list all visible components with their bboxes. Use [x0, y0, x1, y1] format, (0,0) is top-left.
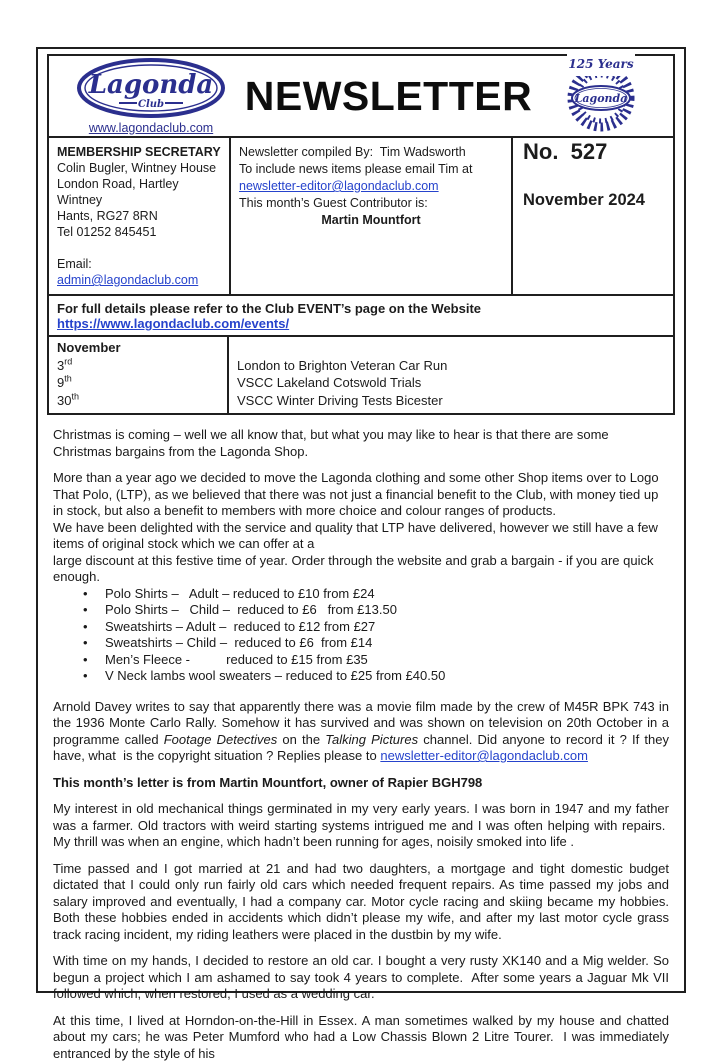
event-day-suffix: th [64, 374, 72, 384]
membership-line: London Road, Hartley Wintney [57, 176, 223, 208]
paragraph-discount: large discount at this festive time of year. Order through the website and grab a bargain - if you are quick enough. [53, 553, 669, 586]
bargain-item: • Polo Shirts – Adult – reduced to £10 from £24 [83, 586, 669, 603]
bargain-item: • Polo Shirts – Child – reduced to £6 from £13.50 [83, 602, 669, 619]
paragraph-married: Time passed and I got married at 21 and had two daughters, a mortgage and tight domestic budget dictated that I could only run fairly old cars which needed frequent repairs. As time passed my jobs and salary improved and eventually, I had a company car. Motor cycle racing and skiing became my hobbies. Both these hobbies ended in accidents which didn’t please my wife, and after my last motor cycle grass track racing incident, my riding leathers were placed in the dustbin by my wife. [53, 861, 669, 944]
paragraph-horndon: At this time, I lived at Horndon-on-the-Hill in Essex. A man sometimes walked by my house and chatted about my cars; he was Peter Mumford who had a Low Chassis Blown 2 Litre Tourer. I was immediately entranced by the style of his [53, 1013, 669, 1062]
newsletter-body [47, 427, 675, 1062]
compiled-by-box [231, 138, 513, 294]
arnold-text: on the [277, 732, 325, 747]
club-website-link[interactable]: www.lagondaclub.com [89, 121, 213, 135]
news-items-line [239, 161, 503, 195]
membership-line: Colin Bugler, Wintney House [57, 160, 223, 176]
header [47, 54, 675, 138]
paragraph-shop-move: More than a year ago we decided to move the Lagonda clothing and some other Shop items over to Logo That Polo, (LTP), as we believed that there was not just a financial benefit to the Club, with money tied up in stock, but also a benefit to members with more choice and colour ranges of products. [53, 470, 669, 520]
paragraph-christmas: Christmas is coming – well we all know that, but what you may like to hear is that there are some Christmas bargains from the Lagonda Shop. [53, 427, 669, 460]
logo-sub-text: Club [138, 99, 164, 110]
bargain-item: • Sweatshirts – Child – reduced to £6 from £14 [83, 635, 669, 652]
footage-detectives-title: Footage Detectives [164, 732, 278, 747]
paragraph-ltp-quality: We have been delighted with the service and quality that LTP have delivered, however we still have a few items of original stock which we can offer at a [53, 520, 669, 553]
event-day-suffix: rd [64, 356, 72, 366]
membership-email-line [57, 256, 223, 288]
info-row [47, 138, 675, 296]
event-day [57, 357, 219, 375]
email-label: Email: [57, 257, 92, 271]
paragraph-xk140: With time on my hands, I decided to restore an old car. I bought a very rusty XK140 and a Mig welder. So begun a project which I am ashamed to say took 4 years to complete. After some years a Jaguar Mk VII followed which, when restored, I used as a wedding car. [53, 953, 669, 1003]
page-title: NEWSLETTER [239, 73, 538, 120]
event-name: VSCC Winter Driving Tests Bicester [237, 392, 665, 410]
event-day-number: 9 [57, 375, 64, 390]
membership-heading: MEMBERSHIP SECRETARY [57, 144, 223, 160]
bargain-item: • Men’s Fleece - reduced to £15 from £35 [83, 652, 669, 669]
bargain-list [53, 586, 669, 685]
title-cell [239, 73, 538, 120]
anniversary-wreath-icon [549, 54, 653, 134]
admin-email-link[interactable]: admin@lagondaclub.com [57, 273, 198, 287]
event-name: London to Brighton Veteran Car Run [237, 357, 665, 375]
event-name-spacer [237, 339, 665, 357]
event-day-number: 3 [57, 358, 64, 373]
event-day-number: 30 [57, 393, 71, 408]
lagonda-club-logo-block [49, 53, 239, 139]
wreath-years-text: 125 Years [568, 57, 633, 71]
membership-secretary-box [49, 138, 231, 294]
logo-brand-text: Lagonda [88, 70, 214, 100]
membership-line: Hants, RG27 8RN [57, 208, 223, 224]
events-notice-text: For full details please refer to the Club EVENT’s page on the Website [57, 301, 492, 316]
events-page-link[interactable]: https://www.lagondaclub.com/events/ [57, 316, 289, 331]
letter-heading: This month’s letter is from Martin Mountfort, owner of Rapier BGH798 [53, 775, 669, 792]
issue-box [513, 138, 673, 294]
guest-contributor-name: Martin Mountfort [239, 212, 503, 229]
lagonda-club-logo-icon [75, 57, 227, 119]
anniversary-logo-block [538, 54, 673, 139]
guest-contributor-line: This month’s Guest Contributor is: [239, 195, 503, 212]
issue-number: No. 527 [523, 144, 663, 160]
newsletter-page [36, 47, 686, 993]
events-date-column [49, 337, 229, 413]
events-name-column [229, 337, 673, 413]
paragraph-arnold-davey [53, 699, 669, 765]
event-day [57, 374, 219, 392]
paragraph-early-years: My interest in old mechanical things germinated in my very early years. I was born in 1947 and my father was a farmer. Old tractors with weird starting systems intrigued me and I was often helping with repairs. My thrill was when an engine, which hadn’t been running for ages, noisily smoked into life . [53, 801, 669, 851]
bargain-item: • V Neck lambs wool sweaters – reduced to £25 from £40.50 [83, 668, 669, 685]
arnold-text: channel. Did anyone to record it ? If they have, what is the copyright situation ? Replies please to [53, 732, 669, 764]
membership-line: Tel 01252 845451 [57, 224, 223, 240]
news-items-text: To include news items please email Tim at [239, 162, 472, 176]
newsletter-editor-email-link[interactable]: newsletter-editor@lagondaclub.com [380, 748, 588, 763]
newsletter-editor-email-link[interactable]: newsletter-editor@lagondaclub.com [239, 179, 439, 193]
talking-pictures-title: Talking Pictures [325, 732, 418, 747]
bargain-item: • Sweatshirts – Adult – reduced to £12 from £27 [83, 619, 669, 636]
compiled-by-line: Newsletter compiled By: Tim Wadsworth [239, 144, 503, 161]
wreath-brand-text: Lagonda [573, 92, 627, 105]
events-month: November [57, 339, 219, 357]
events-table [47, 337, 675, 415]
issue-date: November 2024 [523, 192, 663, 208]
event-day [57, 392, 219, 410]
event-name: VSCC Lakeland Cotswold Trials [237, 374, 665, 392]
events-notice [47, 296, 675, 337]
arnold-text: Arnold Davey writes to say that apparently there was a movie film made by the crew of M45R BPK 743 in the 1936 Monte Carlo Rally. Somehow it has survived and was shown on television on 20th October in a programme called [53, 699, 669, 747]
event-day-suffix: th [71, 391, 79, 401]
